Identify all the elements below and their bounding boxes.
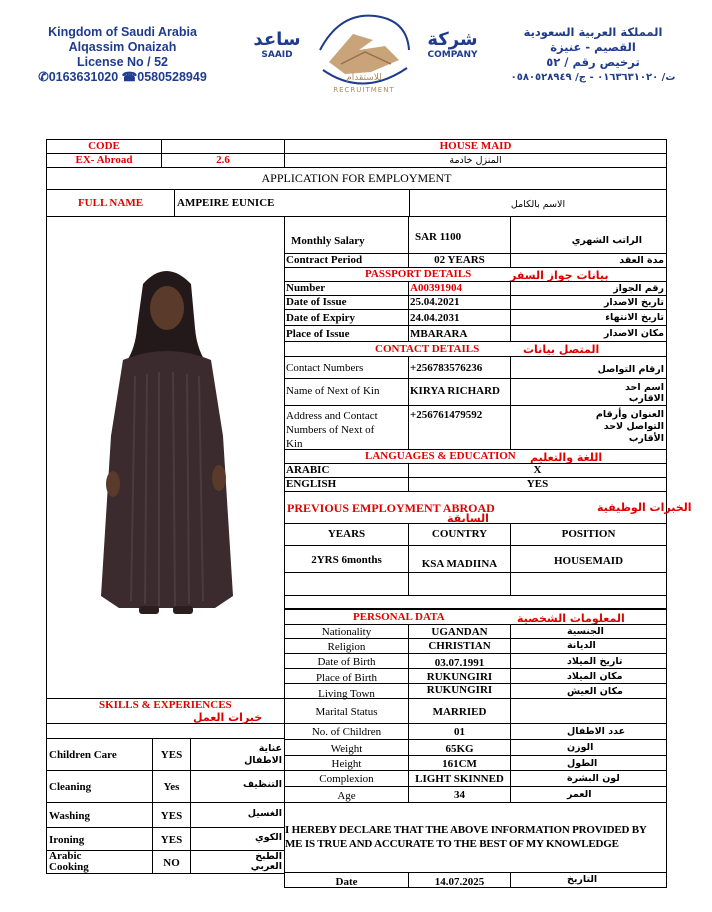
passport-number-label: Number (284, 281, 409, 296)
passport-details-label: PASSPORT DETAILS (365, 268, 472, 280)
monthly-salary-label: Monthly Salary (291, 235, 365, 247)
contact-details-ar: المتصل بيانات (523, 343, 600, 356)
languages-label: LANGUAGES & EDUCATION (365, 450, 516, 462)
address-ar (510, 405, 667, 450)
skill-arabic-cooking-value: NO (152, 850, 191, 874)
address-label-1: Address and Contact (286, 410, 378, 422)
address-label (284, 405, 409, 450)
next-of-kin-label: Name of Next of Kin (284, 378, 409, 406)
skill-arabic-cooking-label-1: Arabic (49, 850, 82, 862)
prev-years-value: 2YRS 6months (284, 545, 409, 573)
contact-details-label: CONTACT DETAILS (375, 343, 480, 355)
prev-employment-row (284, 491, 692, 525)
header-en-line-2: Alqassim Onaizah (68, 40, 177, 54)
marital-ar-empty (510, 698, 667, 724)
skill-ironing-value: YES (152, 827, 191, 851)
date-issue-value: 25.04.2021 (408, 295, 511, 310)
skill-ironing-label: Ironing (46, 827, 153, 851)
religion-label: Religion (284, 638, 409, 654)
date-expiry-label: Date of Expiry (284, 309, 409, 326)
house-maid-ar: المنزل خادمة (284, 153, 667, 168)
header-ar-line-1: المملكة العربية السعودية (523, 25, 663, 39)
skill-arabic-cooking-label-2: Cooking (49, 861, 89, 873)
photo-area (46, 216, 285, 698)
brand-right-ar: شركة (427, 29, 478, 50)
date-expiry-value: 24.04.2031 (408, 309, 511, 326)
date-issue-ar: تاريخ الاصدار (510, 295, 667, 310)
address-label-2: Numbers of Next of (286, 424, 375, 436)
prev-employment-ar-1: الخبرات الوظيفية (597, 501, 692, 514)
phone-icon: ✆ (38, 70, 49, 84)
pob-ar: مكان الميلاد (510, 668, 667, 684)
header-phones: 0163631020 ☎0580528949 (48, 70, 207, 84)
code-label: CODE (46, 139, 162, 154)
ex-abroad-value: 2.6 (161, 153, 285, 168)
company-logo (315, 10, 413, 102)
children-value: 01 (408, 723, 511, 740)
arabic-value: X (408, 463, 667, 478)
skill-cleaning-value: Yes (152, 770, 191, 803)
skills-label: SKILLS & EXPERIENCES (99, 699, 232, 711)
nationality-ar: الجنسية (510, 624, 667, 639)
dob-ar: تاريخ الميلاد (510, 653, 667, 669)
skill-cleaning-label: Cleaning (46, 770, 153, 803)
declaration-line-1: I HEREBY DECLARE THAT THE ABOVE INFORMATION PROVIDED BY (285, 824, 647, 836)
marital-value: MARRIED (408, 698, 511, 724)
weight-label: Weight (284, 739, 409, 756)
prev-empty-3 (510, 572, 667, 596)
living-ar: مكان العيش (510, 683, 667, 699)
contact-details-row (284, 341, 667, 357)
header-en-line-4 (20, 70, 225, 85)
full-name-ar: الاسم بالكامل (409, 189, 667, 217)
place-issue-label: Place of Issue (284, 325, 409, 342)
languages-ar: اللغة والتعليم (530, 451, 603, 464)
place-issue-value: MBARARA (408, 325, 511, 342)
contact-numbers-ar: ارقام التواصل (510, 356, 667, 379)
english-label: ENGLISH (284, 477, 409, 492)
skill-arabic-cooking-ar-1: الطبخ (255, 851, 282, 862)
passport-details-ar: بيانات جواز السفر (510, 269, 609, 282)
monthly-salary-value: SAR 1100 (408, 216, 511, 254)
skill-washing-value: YES (152, 802, 191, 828)
address-ar-1: العنوان وأرقام (595, 409, 664, 420)
header-en-block (20, 25, 225, 85)
nationality-label: Nationality (284, 624, 409, 639)
full-name-value: AMPEIRE EUNICE (174, 189, 410, 217)
header-ar-line-3: ترخيص رقم / ٥٢ (546, 55, 640, 69)
brand-left-ar: ساعد (253, 29, 301, 50)
address-ar-2: التواصل لاحد (603, 421, 664, 432)
skill-children-care-value: YES (152, 738, 191, 771)
skills-ar: خبرات العمل (193, 711, 263, 724)
skills-header (46, 698, 285, 724)
date-label: Date (284, 872, 409, 888)
children-label: No. of Children (284, 723, 409, 740)
skill-arabic-cooking-ar-2: العربي (250, 861, 282, 872)
living-label: Living Town (284, 683, 409, 699)
spacer-row (284, 595, 667, 609)
address-value: +256761479592 (408, 405, 511, 450)
nationality-value: UGANDAN (408, 624, 511, 639)
date-expiry-ar: تاريخ الانتهاء (510, 309, 667, 326)
place-issue-ar: مكان الاصدار (510, 325, 667, 342)
declaration (284, 802, 667, 873)
header-ar-block (488, 25, 698, 85)
age-label: Age (284, 786, 409, 803)
skill-children-care-ar (190, 738, 285, 771)
header-ar-line-2: القصيم - عنيزة (550, 40, 636, 54)
date-value: 14.07.2025 (408, 872, 511, 888)
contract-period-ar: مدة العقد (510, 253, 667, 268)
contact-numbers-label: Contact Numbers (284, 356, 409, 379)
complexion-value: LIGHT SKINNED (408, 770, 511, 787)
weight-value: 65KG (408, 739, 511, 756)
brand-left (252, 30, 302, 60)
brand-left-en: SAAID (261, 50, 293, 60)
contact-numbers-value: +256783576236 (408, 356, 511, 379)
contract-period-value: 02 YEARS (408, 253, 511, 268)
next-of-kin-value: KIRYA RICHARD (408, 378, 511, 406)
country-header: COUNTRY (408, 523, 511, 546)
religion-value: CHRISTIAN (408, 638, 511, 654)
personal-data-label: PERSONAL DATA (353, 611, 445, 623)
prev-employment-ar-2: السابقة (447, 512, 489, 525)
skill-arabic-cooking-label (46, 850, 153, 874)
dob-label: Date of Birth (284, 653, 409, 669)
passport-details-row (284, 267, 667, 282)
applicant-photo (47, 256, 285, 656)
pob-label: Place of Birth (284, 668, 409, 684)
skill-washing-label: Washing (46, 802, 153, 828)
skill-ironing-ar: الكوي (190, 827, 285, 851)
declaration-line-2: ME IS TRUE AND ACCURATE TO THE BEST OF MY KNOWLEDGE (285, 838, 619, 850)
brand-right (425, 30, 480, 60)
address-label-3: Kin (286, 438, 303, 450)
marital-label: Marital Status (284, 698, 409, 724)
height-ar: الطول (510, 755, 667, 771)
passport-number-value: A00391904 (408, 281, 511, 296)
next-of-kin-ar-2: الاقارب (628, 393, 664, 404)
arabic-label: ARABIC (284, 463, 409, 478)
personal-data-ar: المعلومات الشخصية (517, 612, 625, 625)
house-maid-label: HOUSE MAID (284, 139, 667, 154)
skill-washing-ar: الغسيل (190, 802, 285, 828)
languages-row (284, 449, 667, 464)
skill-children-care-label: Children Care (46, 738, 153, 771)
prev-empty-2 (408, 572, 511, 596)
next-of-kin-ar (510, 378, 667, 406)
weight-ar: الوزن (510, 739, 667, 756)
height-value: 161CM (408, 755, 511, 771)
prev-empty-1 (284, 572, 409, 596)
logo-sub-ar: للاستقدام (346, 73, 382, 83)
personal-data-row (284, 609, 667, 625)
religion-ar: الديانة (510, 638, 667, 654)
years-header: YEARS (284, 523, 409, 546)
application-title: APPLICATION FOR EMPLOYMENT (46, 167, 667, 190)
header-en-line-3: License No / 52 (76, 55, 168, 69)
address-ar-3: الأقارب (628, 433, 664, 444)
living-value: RUKUNGIRI (408, 683, 511, 699)
skill-cleaning-ar: التنظيف (190, 770, 285, 803)
children-ar: عدد الاطفال (510, 723, 667, 740)
ex-abroad-label: EX- Abroad (46, 153, 162, 168)
brand-right-en: COMPANY (427, 50, 478, 60)
passport-number-ar: رقم الجواز (510, 281, 667, 296)
height-label: Height (284, 755, 409, 771)
full-name-label: FULL NAME (46, 189, 175, 217)
dob-value: 03.07.1991 (408, 653, 511, 669)
english-value: YES (408, 477, 667, 492)
complexion-label: Complexion (284, 770, 409, 787)
next-of-kin-ar-1: اسم احد (625, 382, 664, 393)
prev-position-value: HOUSEMAID (510, 545, 667, 573)
contract-period-label: Contract Period (284, 253, 409, 268)
age-ar: العمر (510, 786, 667, 803)
header-ar-line-4: ت/ ٠١٦٣٦٣١٠٢٠ - ج/ ٠٥٨٠٥٢٨٩٤٩ (510, 72, 676, 83)
position-header: POSITION (510, 523, 667, 546)
date-ar: التاريخ (510, 872, 667, 888)
logo-sub-en: RECRUITMENT (333, 86, 395, 94)
skill-arabic-cooking-ar (190, 850, 285, 874)
header-en-line-1: Kingdom of Saudi Arabia (48, 25, 197, 39)
prev-employment-label: PREVIOUS EMPLOYMENT ABROAD (287, 501, 495, 515)
skill-children-care-ar-2: الاطفال (244, 755, 282, 766)
prev-country-value: KSA MADIINA (408, 545, 511, 573)
code-empty (161, 139, 285, 154)
date-issue-label: Date of Issue (284, 295, 409, 310)
complexion-ar: لون البشرة (510, 770, 667, 787)
pob-value: RUKUNGIRI (408, 668, 511, 684)
monthly-salary-label-cell (284, 216, 409, 254)
skills-gap (46, 723, 285, 739)
age-value: 34 (408, 786, 511, 803)
skill-children-care-ar-1: عناية (258, 743, 282, 754)
monthly-salary-ar: الراتب الشهري (510, 216, 667, 254)
